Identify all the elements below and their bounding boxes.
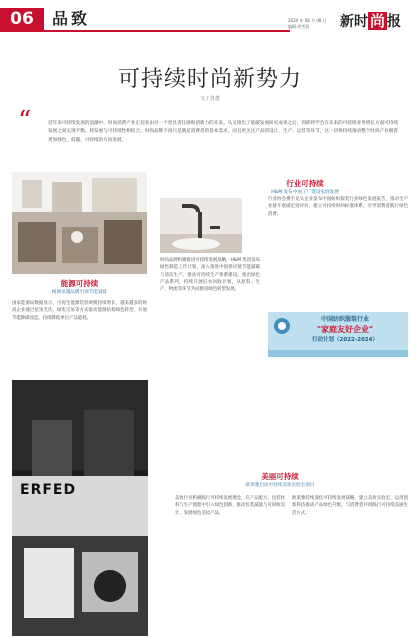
section-two-heading: 能源可持续 (60, 279, 99, 288)
quote-mark-icon: “ (18, 106, 32, 136)
section-one-col2: 行业协会携手龙头企业发布中国纺织服装行业绿色发展报告，推动全产业链开展碳足迹评价，建立可持续时尚标准体系，引导消费者践行绿色消费。 (268, 197, 408, 217)
section-three-heading: 美丽可持续 (261, 472, 299, 481)
date-line: 2024 年 08 月 08 日 (288, 18, 327, 23)
section-one-col1: 时尚品牌积极推进可持续发展战略，H&M 集团发布绿色制造工作计划，深入推进中国供应链节能减碳与清洁生产，推动可持续生产体系建设，推出绿色产品系列，持续开展旧衣回收计划，从原料、生产、物流等环节共同推进绿色转型发展。 (160, 258, 260, 293)
article-intro: 近年来可持续发展的浪潮中，时尚消费产业正迎来由另一个更具责任感和创新力的未来。从又推出了低碳发展研究成果之后，到即将学会在未来的可持续业务增长方面可持续发展之间实现平衡。将发展与可持续性相结合。时尚品牌不再只是满足消费者的基本需求，而且更关注产品的设计、生产、运营等环节，这一切将持续推动整个时尚产业朝着更加绿色、低碳、可持续的方向发展。 (48, 121, 398, 143)
store-interior-photo (12, 172, 147, 274)
newspaper-logo (340, 12, 401, 31)
section-one-subheading: H&M 发布中国工厂建设家庭发展 (271, 190, 339, 195)
banner-line-2: "家庭友好企业" (316, 325, 374, 334)
section-three-header (170, 471, 390, 489)
section-one-heading: 行业可持续 (286, 179, 324, 188)
header-divider (0, 30, 290, 32)
logo-text-a: 新时 (340, 14, 368, 30)
article-title: 可持续时尚新势力 (117, 67, 302, 92)
logo-text-c: 报 (387, 14, 402, 30)
section-two-body: 国家能源局数据显示，可再生能源装机规模持续增长，越来越多的时尚企业通过屋顶光伏、绿电交易等方式推动能源结构绿色转型，开展节能降碳改造，持续降低单位产品能耗。 (12, 301, 147, 321)
section-number-badge: 06 (0, 8, 44, 30)
section-two-subheading: 格调卓越品牌引领节能减排 (51, 290, 108, 295)
banner-line-3: 行动计划（2022-2024） (312, 337, 378, 343)
section-three-col2: 欧莱雅持续深化可持续发展战略，建立美妆实验室，运用创新科技推动产品绿色升级，与消费者共同践行可持续美丽生活方式。 (292, 496, 408, 516)
cosmetics-brand-text: ERFED (20, 482, 77, 498)
section-three-subheading: 欧莱雅启动可持续美妆实验室项目 (245, 483, 315, 488)
cosmetics-event-photo (12, 380, 148, 636)
section-name: 品致 (52, 9, 91, 28)
editor-line: 编辑 尚雪蓓 (288, 24, 310, 29)
section-three-col1: 美妆行业积极践行可持续发展理念，在产品配方、包装材料与生产流程中引入绿色创新，推动包装减量与可回收设计，发展绿色美妆产品。 (175, 496, 285, 516)
logo-text-b: 尚 (370, 12, 386, 30)
section-one-header (205, 178, 405, 196)
article-author: 文 / 肖蔷 (200, 96, 220, 102)
banner-line-1: 中国纺织服装行业 (320, 316, 369, 323)
section-two-header (12, 278, 147, 296)
faucet-photo (160, 198, 242, 253)
